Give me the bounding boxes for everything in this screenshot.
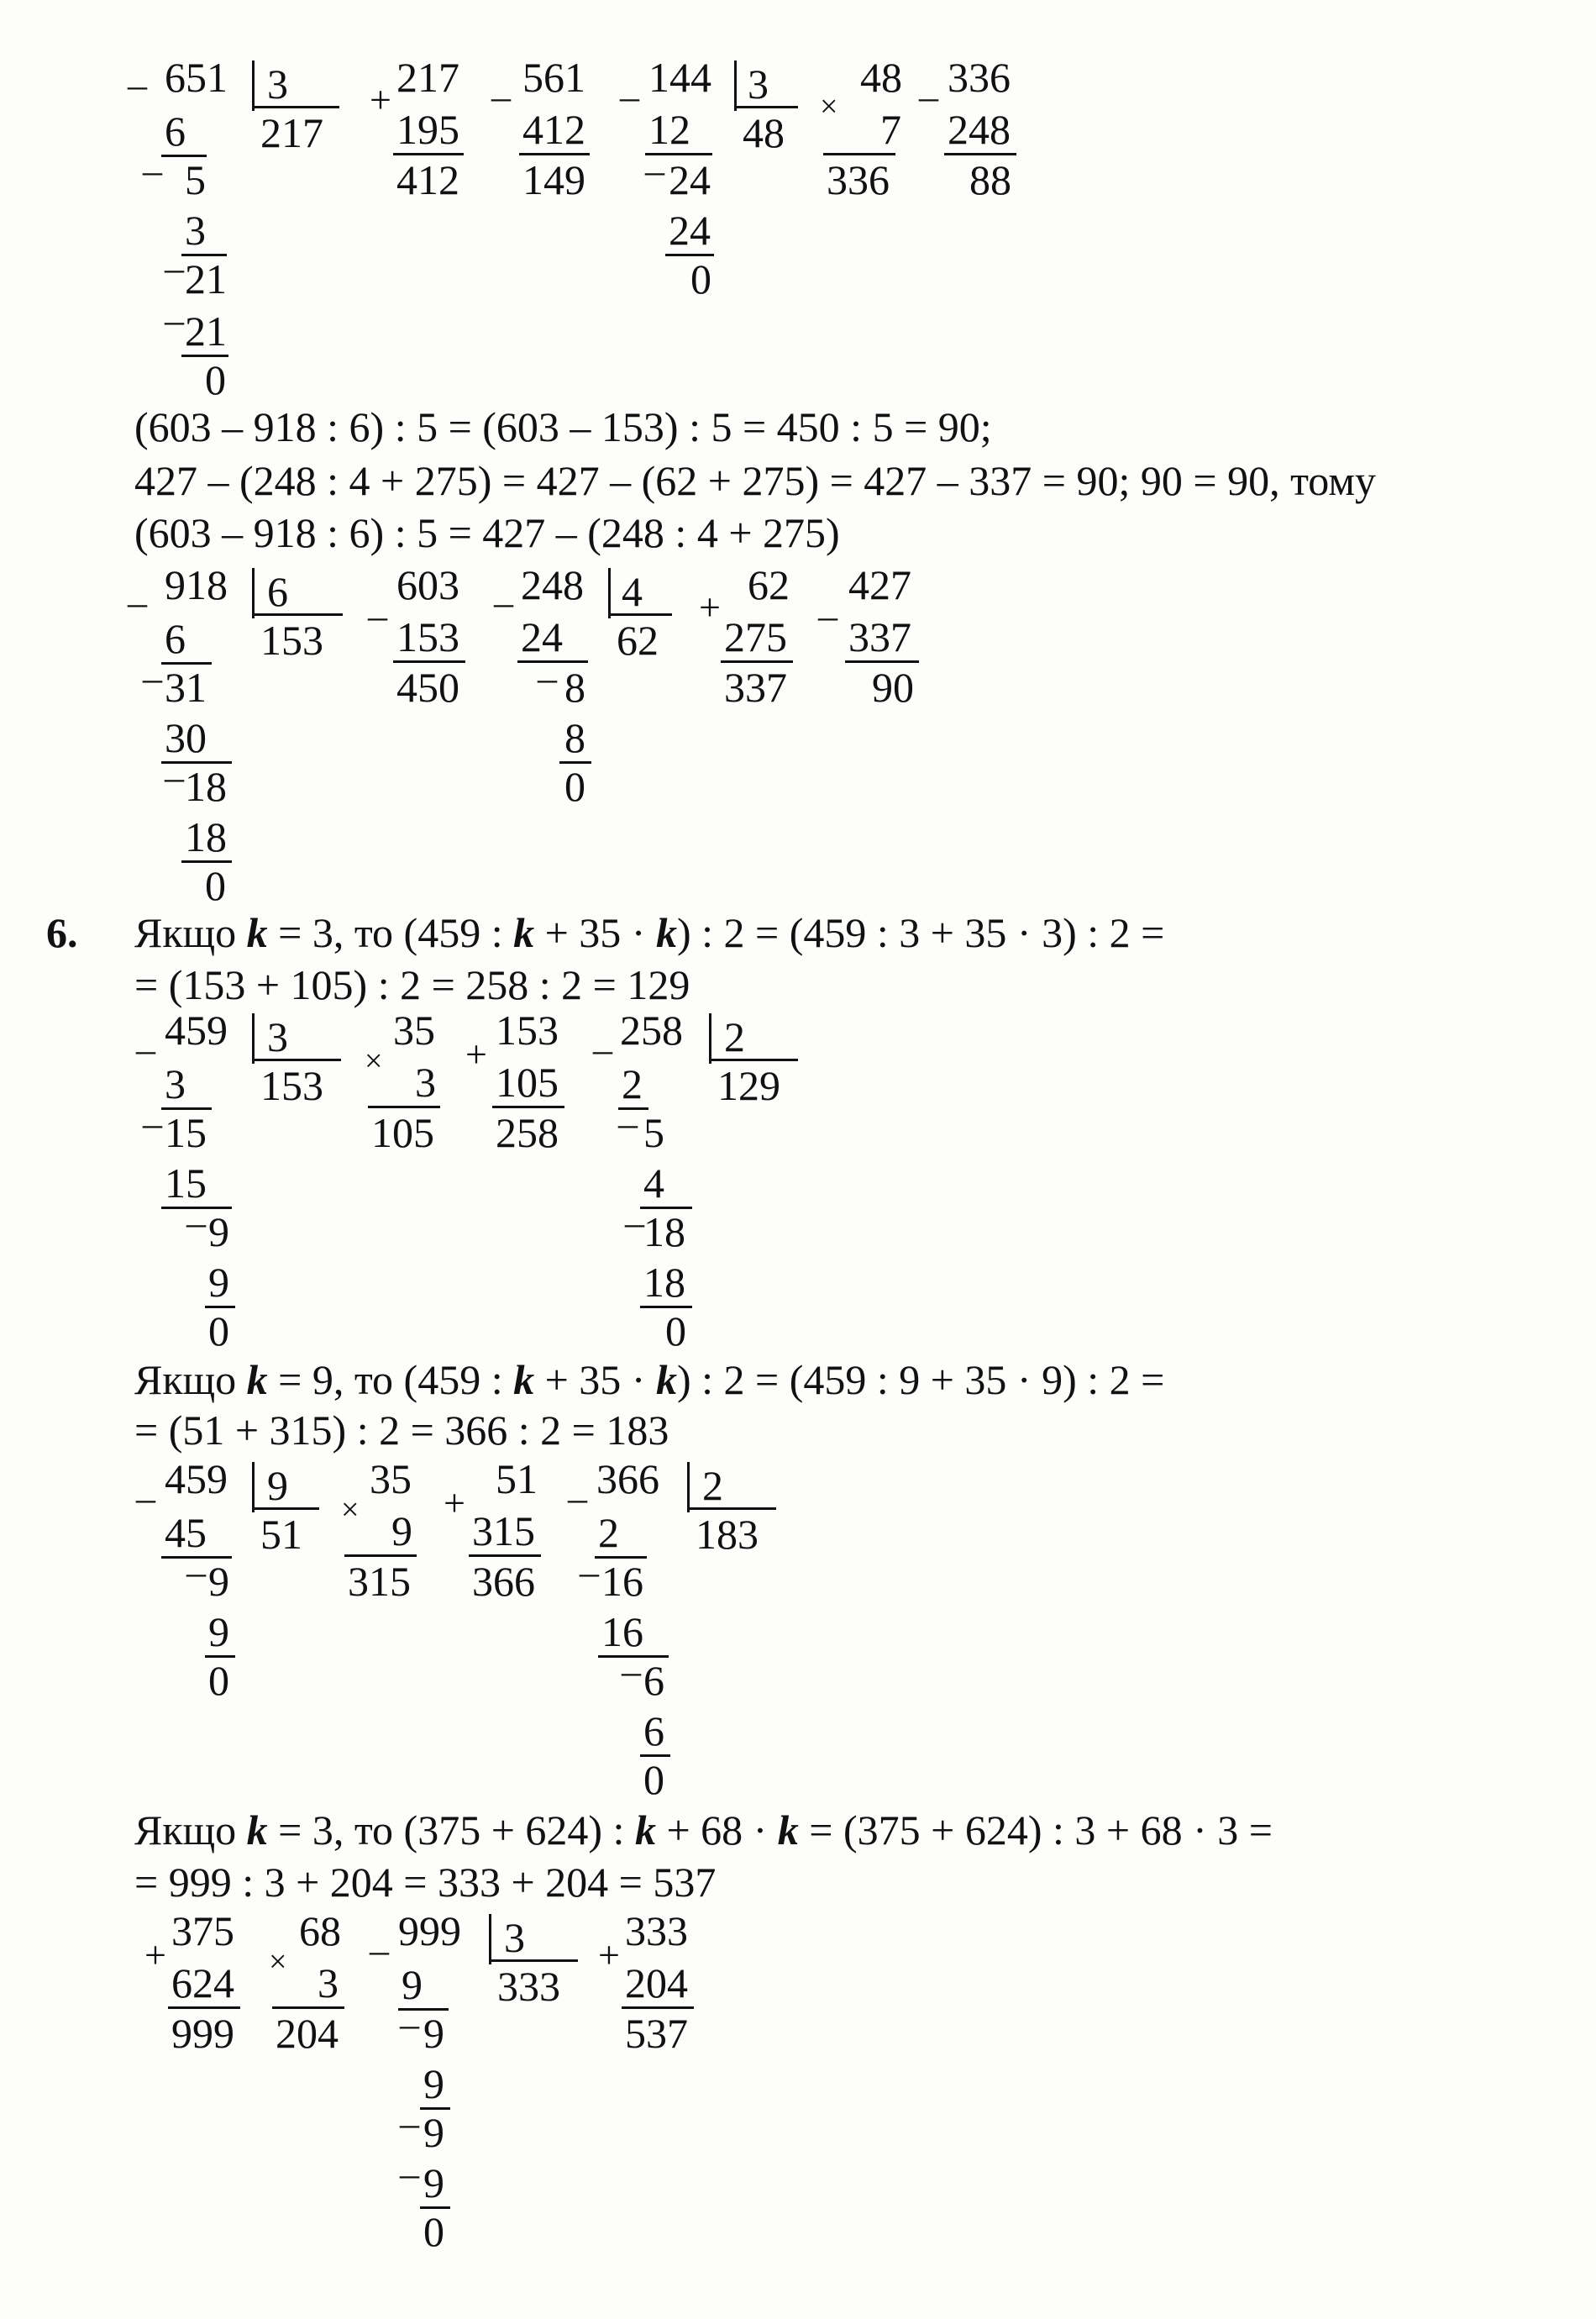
plus-sign: + — [598, 1933, 620, 1976]
division-bar — [252, 613, 343, 616]
minus-sign: – — [128, 63, 147, 106]
equation-line: Якщо k = 3, то (375 + 624) : k + 68 · k = (375 + 624) : 3 + 68 · 3 = — [134, 1806, 1273, 1854]
division-step: 18 — [185, 763, 227, 810]
division-step: 5 — [185, 156, 206, 203]
addend: 333 — [625, 1907, 688, 1954]
division-step: 24 — [669, 207, 711, 254]
divisor: 4 — [622, 568, 643, 615]
underline — [519, 153, 590, 155]
underline — [368, 1106, 440, 1108]
minus-sign: – — [620, 75, 639, 118]
division-step: 2 — [598, 1509, 619, 1556]
minus-sign: – — [370, 1928, 389, 1971]
equation-line: = (51 + 315) : 2 = 366 : 2 = 183 — [134, 1407, 669, 1454]
division-step: 0 — [208, 1657, 229, 1704]
division-bar — [709, 1059, 798, 1061]
underline — [168, 2006, 240, 2009]
quotient: 183 — [696, 1511, 759, 1558]
minus-sign: – — [186, 1201, 206, 1244]
divisor: 3 — [504, 1914, 525, 1961]
underline — [845, 660, 919, 663]
minus-sign: – — [538, 656, 557, 699]
difference: 88 — [969, 156, 1011, 203]
factor: 35 — [370, 1455, 412, 1502]
division-step: 8 — [564, 714, 585, 761]
underline — [944, 153, 1016, 155]
division-step: 9 — [208, 1259, 229, 1306]
division-step: 18 — [643, 1259, 685, 1306]
plus-sign: + — [465, 1033, 487, 1075]
factor: 35 — [393, 1007, 435, 1054]
minus-sign: – — [165, 298, 184, 341]
division-bar — [709, 1013, 711, 1064]
minus-sign: – — [186, 1550, 206, 1593]
division-step: 6 — [643, 1657, 664, 1704]
dividend: 248 — [521, 561, 584, 608]
subtrahend: 248 — [948, 106, 1011, 153]
division-bar — [489, 1959, 578, 1962]
division-bar — [734, 60, 737, 111]
minus-sign: – — [400, 2101, 419, 2144]
division-step: 18 — [185, 813, 227, 860]
division-step: 0 — [643, 1756, 664, 1803]
minus-sign: – — [143, 656, 162, 699]
division-step: 9 — [423, 2010, 444, 2057]
minus-sign: – — [143, 1102, 162, 1144]
equation-line: Якщо k = 9, то (459 : k + 35 · k) : 2 = (459 : 9 + 35 · 9) : 2 = — [134, 1356, 1165, 1403]
minus-sign: – — [580, 1550, 599, 1593]
difference: 90 — [872, 664, 914, 711]
minus-sign: – — [593, 1028, 612, 1070]
minuend: 561 — [522, 54, 585, 101]
division-step: 9 — [423, 2159, 444, 2206]
division-step: 9 — [208, 1558, 229, 1605]
minus-sign: – — [919, 75, 938, 118]
sum: 337 — [724, 664, 787, 711]
division-step: 16 — [601, 1558, 643, 1605]
addend: 204 — [625, 1959, 688, 2006]
division-bar — [252, 1013, 255, 1064]
division-step: 0 — [205, 862, 226, 909]
sum: 258 — [496, 1109, 559, 1156]
equation-line: (603 – 918 : 6) : 5 = 427 – (248 : 4 + 275) — [134, 509, 840, 556]
division-step: 0 — [690, 255, 711, 302]
division-step: 21 — [185, 308, 227, 355]
divisor: 9 — [267, 1462, 288, 1509]
division-step: 4 — [643, 1160, 664, 1207]
product: 336 — [827, 156, 890, 203]
underline — [393, 660, 465, 663]
division-step: 24 — [669, 156, 711, 203]
difference: 149 — [522, 156, 585, 203]
factor: 9 — [391, 1507, 412, 1554]
minus-sign: – — [491, 75, 511, 118]
addend: 275 — [724, 613, 787, 660]
division-step: 24 — [521, 613, 563, 660]
division-step: 0 — [208, 1307, 229, 1354]
division-step: 8 — [564, 664, 585, 711]
division-step: 31 — [165, 664, 207, 711]
factor: 3 — [318, 1959, 339, 2006]
underline — [823, 153, 895, 155]
divisor: 3 — [267, 1013, 288, 1060]
division-step: 3 — [185, 207, 206, 254]
addend: 315 — [472, 1507, 535, 1554]
minus-sign: – — [165, 755, 184, 798]
equation-line: (603 – 918 : 6) : 5 = (603 – 153) : 5 = 450 : 5 = 90; — [134, 403, 992, 450]
division-bar — [489, 1914, 491, 1964]
divisor: 6 — [267, 568, 288, 615]
division-step: 9 — [208, 1208, 229, 1255]
addend: 153 — [496, 1007, 559, 1054]
factor: 3 — [415, 1059, 436, 1106]
division-step: 9 — [423, 2109, 444, 2156]
division-step: 30 — [165, 714, 207, 761]
divisor: 3 — [267, 60, 288, 108]
quotient: 217 — [260, 109, 323, 156]
sum: 999 — [171, 2010, 234, 2057]
product: 204 — [276, 2010, 339, 2057]
equation-line: 427 – (248 : 4 + 275) = 427 – (62 + 275) = 427 – 337 = 90; 90 = 90, тому — [134, 457, 1376, 504]
dividend: 999 — [398, 1907, 461, 1954]
dividend: 144 — [648, 54, 711, 101]
division-step: 3 — [165, 1060, 186, 1107]
division-step: 9 — [423, 2060, 444, 2107]
minus-sign: – — [368, 594, 387, 637]
times-sign: × — [269, 1944, 287, 1980]
minus-sign: – — [165, 246, 184, 289]
quotient: 62 — [617, 617, 659, 664]
dividend: 459 — [165, 1455, 228, 1502]
division-step: 18 — [643, 1208, 685, 1255]
underline — [344, 1554, 417, 1557]
minus-sign: – — [136, 1476, 155, 1519]
difference: 450 — [396, 664, 459, 711]
plus-sign: + — [144, 1933, 166, 1976]
division-step: 6 — [165, 615, 186, 662]
division-step: 5 — [643, 1109, 664, 1156]
division-step: 16 — [601, 1608, 643, 1655]
addend: 195 — [396, 106, 459, 153]
underline — [393, 153, 464, 155]
minus-sign: – — [625, 1201, 644, 1244]
division-bar — [687, 1507, 776, 1510]
plus-sign: + — [370, 78, 391, 121]
minus-sign: – — [622, 1649, 641, 1692]
dividend: 459 — [165, 1007, 228, 1054]
minus-sign: – — [568, 1476, 587, 1519]
division-step: 6 — [165, 108, 186, 155]
division-step: 0 — [205, 356, 226, 403]
sum: 537 — [625, 2010, 688, 2057]
dividend: 918 — [165, 561, 228, 608]
sum: 366 — [472, 1558, 535, 1605]
times-sign: × — [365, 1044, 383, 1079]
dividend: 366 — [596, 1455, 659, 1502]
division-bar — [252, 568, 255, 618]
times-sign: × — [341, 1492, 360, 1528]
plus-sign: + — [444, 1481, 465, 1524]
quotient: 129 — [717, 1062, 780, 1109]
division-step: 12 — [648, 106, 690, 153]
sum: 412 — [396, 156, 459, 203]
division-step: 2 — [622, 1060, 643, 1107]
addend: 375 — [171, 1907, 234, 1954]
addend: 51 — [496, 1455, 538, 1502]
addend: 62 — [748, 561, 790, 608]
factor: 7 — [880, 106, 901, 153]
minuend: 603 — [396, 561, 459, 608]
factor: 48 — [860, 54, 902, 101]
minuend: 336 — [948, 54, 1011, 101]
quotient: 153 — [260, 1062, 323, 1109]
division-step: 21 — [185, 255, 227, 302]
division-bar — [608, 568, 611, 618]
minuend: 427 — [848, 561, 911, 608]
division-step: 9 — [402, 1961, 423, 2008]
division-step: 0 — [665, 1307, 686, 1354]
minus-sign: – — [618, 1102, 638, 1144]
product: 315 — [348, 1558, 411, 1605]
underline — [492, 1106, 564, 1108]
minus-sign: – — [645, 149, 664, 192]
minus-sign: – — [128, 581, 147, 623]
division-step: 45 — [165, 1509, 207, 1556]
division-bar — [252, 106, 339, 108]
division-step: 6 — [643, 1707, 664, 1754]
equation-line: = (153 + 105) : 2 = 258 : 2 = 129 — [134, 961, 690, 1008]
factor: 68 — [299, 1907, 341, 1954]
equation-line: Якщо k = 3, то (459 : k + 35 · k) : 2 = (459 : 3 + 35 · 3) : 2 = — [134, 909, 1165, 956]
minus-sign: – — [400, 2002, 419, 2045]
minus-sign: – — [400, 2152, 419, 2195]
division-step: 15 — [165, 1160, 207, 1207]
division-bar — [252, 1059, 341, 1061]
divisor: 2 — [724, 1013, 745, 1060]
underline — [469, 1554, 541, 1557]
division-step: 0 — [564, 763, 585, 810]
addend: 624 — [171, 1959, 234, 2006]
dividend: 651 — [165, 54, 228, 101]
subtrahend: 153 — [396, 613, 459, 660]
division-step: 15 — [165, 1109, 207, 1156]
minus-sign: – — [136, 1028, 155, 1070]
underline — [272, 2006, 344, 2009]
quotient: 48 — [743, 109, 785, 156]
subtrahend: 412 — [522, 106, 585, 153]
dividend: 258 — [620, 1007, 683, 1054]
quotient: 51 — [260, 1511, 302, 1558]
division-bar — [252, 1462, 255, 1512]
division-bar — [252, 60, 255, 111]
equation-line: = 999 : 3 + 204 = 333 + 204 = 537 — [134, 1859, 717, 1906]
divisor: 3 — [748, 60, 769, 108]
minus-sign: – — [494, 581, 513, 623]
underline — [721, 660, 793, 663]
product: 105 — [371, 1109, 434, 1156]
addend: 217 — [396, 54, 459, 101]
quotient: 153 — [260, 617, 323, 664]
addend: 105 — [496, 1059, 559, 1106]
minus-sign: – — [818, 594, 837, 637]
divisor: 2 — [702, 1462, 723, 1509]
division-bar — [687, 1462, 690, 1512]
division-step: 9 — [208, 1608, 229, 1655]
minus-sign: – — [143, 149, 162, 192]
problem-number: 6. — [46, 909, 78, 956]
subtrahend: 337 — [848, 613, 911, 660]
underline — [622, 2006, 694, 2009]
plus-sign: + — [699, 586, 721, 628]
times-sign: × — [820, 89, 838, 124]
division-step: 0 — [423, 2208, 444, 2255]
quotient: 333 — [497, 1963, 560, 2010]
